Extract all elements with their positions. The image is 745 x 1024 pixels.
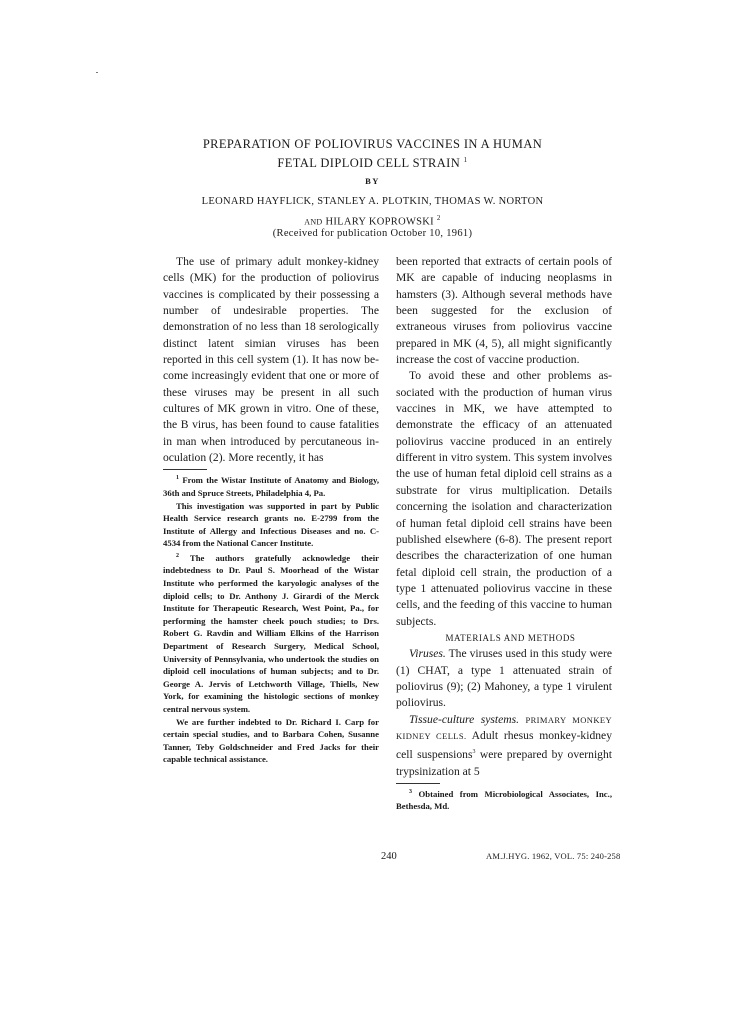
footnote-2-text: The authors gratefully acknowledge their indebtedness to Dr. Paul S. Moorhead of the Wistar Institute who performed the karyologic analyses of the diploid cells; to Dr. Anthony J. Girardi of the Merck Institute for Therapeutic Research, West Point, Pa., for performing the hamster cheek pouch studies; to Drs. Robert G. Ravdin and William Elkins of the Harrison Department of Research Surgery, Medical School, University of Pennsylvania, who undertook the studies on diploid cell inoculations of human subjects; and to Dr. George A. Jervis of Letchworth Village, Thiells, New York, for examining the histologic sections of monkey central nervous system. xyxy=(163,552,379,714)
byline-label: BY xyxy=(365,176,380,186)
title-line-1: PREPARATION OF POLIOVIRUS VACCINES IN A HUMAN xyxy=(202,137,543,151)
tissue-culture-label: Tissue-culture systems. xyxy=(409,712,520,726)
footnote-3-ref: 3 xyxy=(472,749,476,756)
title-footnote-marker: 1 xyxy=(463,156,468,164)
tissue-text-a: Adult rhesus monkey-kidney cell suspensions xyxy=(396,728,612,762)
intro-continuation: been reported that extracts of certain pools of MK are capable of inducing neoplasms in hamsters (3). Although several methods have been suggested for the exclusion of extraneous viruses from poliovirus vaccine prepared in MK (4, 5), all might significantly increase the cost of vaccine production. xyxy=(396,255,612,367)
footnote-1 xyxy=(163,472,379,499)
left-column xyxy=(163,254,379,766)
author-list xyxy=(0,194,745,231)
viruses-text: The viruses used in this study were (1) CHAT, a type 1 attenuated strain of poliovirus (9); (2) Mahoney, a type 1 virulent poliovirus. xyxy=(396,647,612,710)
footnote-1-funding: This investigation was supported in part by Public Health Service research grants no. E-2799 from the Institute of Allergy and Infectious Diseases and no. C-4534 from the National Cancer Institute. xyxy=(163,500,379,549)
primary-monkey-kidney-label: PRIMARY MONKEY KIDNEY CELLS. xyxy=(396,714,613,741)
footnote-rule xyxy=(163,469,207,470)
section-heading: MATERIALS AND METHODS xyxy=(445,632,576,643)
footnote-2-acknowledgment: We are further indebted to Dr. Richard I. Carp for certain special studies, and to Barbara Cohen, Susanne Tanner, Teby Goldschneider and Fred Jacks for their capable technical assistance. xyxy=(163,716,379,765)
authors-and: AND xyxy=(304,217,323,227)
footnote-1-marker: 1 xyxy=(176,475,179,482)
viruses-label: Viruses. xyxy=(409,647,446,661)
authors-line-1: LEONARD HAYFLICK, STANLEY A. PLOTKIN, THOMAS W. NORTON xyxy=(201,196,544,207)
tissue-culture-paragraph xyxy=(396,712,612,780)
footnote-3-marker: 3 xyxy=(409,788,412,795)
article-title xyxy=(0,136,745,171)
footnote-3-text: Obtained from Microbiological Associates, Inc., Bethesda, Md. xyxy=(396,788,613,812)
authors-footnote-marker: 2 xyxy=(436,214,441,222)
title-line-2: FETAL DIPLOID CELL STRAIN xyxy=(277,156,461,171)
second-paragraph: To avoid these and other problems associated with the production of human virus vaccines in MK, we have attempted to demonstrate the efficacy of an attenuated poliovirus vaccine produced in an entirely different in vitro system. This system involves the use of human fetal diploid cell strains as a substrate for virus multiplication. Details concerning the isolation and characterization of human fetal diploid cell strains have been published elsewhere (6-8). The present report describes the characterization of one human fetal diploid cell strain, the production of a type 1 attenuated poliovirus vaccine in these cells, and the feeding of this vaccine to human subjects. xyxy=(396,369,612,628)
footnote-2 xyxy=(163,550,379,716)
viruses-paragraph xyxy=(396,646,612,711)
page-number: 240 xyxy=(381,851,397,862)
footnote-2-marker: 2 xyxy=(176,552,179,559)
right-column xyxy=(396,254,612,813)
footnote-1-text: From the Wistar Institute of Anatomy and Biology, 36th and Spruce Streets, Philadelphia 4, Pa. xyxy=(163,475,379,498)
journal-citation: AM.J.HYG. 1962, VOL. 75: 240-258 xyxy=(486,851,621,861)
intro-paragraph: The use of primary adult monkey-kidney cells (MK) for the production of poliovirus vaccines is complicated by their possessing a number of undesirable properties. The demonstration of no less than 18 serologically distinct latent simian viruses has been reported in this cell system (1). It has now become increasingly evident that one or more of these viruses may be present in all such cultures of MK grown in vitro. One of these, the B virus, has been found to cause fatalities in man when introduced by percutaneous inoculation (2). More recently, it has xyxy=(163,255,379,465)
scan-speck xyxy=(96,72,98,73)
authors-line-2: HILARY KOPROWSKI xyxy=(325,216,434,228)
footnote-rule-right xyxy=(396,783,440,784)
tissue-text-b: were prepared by overnight trypsinization at 5 xyxy=(396,748,612,778)
footnote-3 xyxy=(396,786,612,813)
received-date: (Received for publication October 10, 1961) xyxy=(272,228,473,239)
